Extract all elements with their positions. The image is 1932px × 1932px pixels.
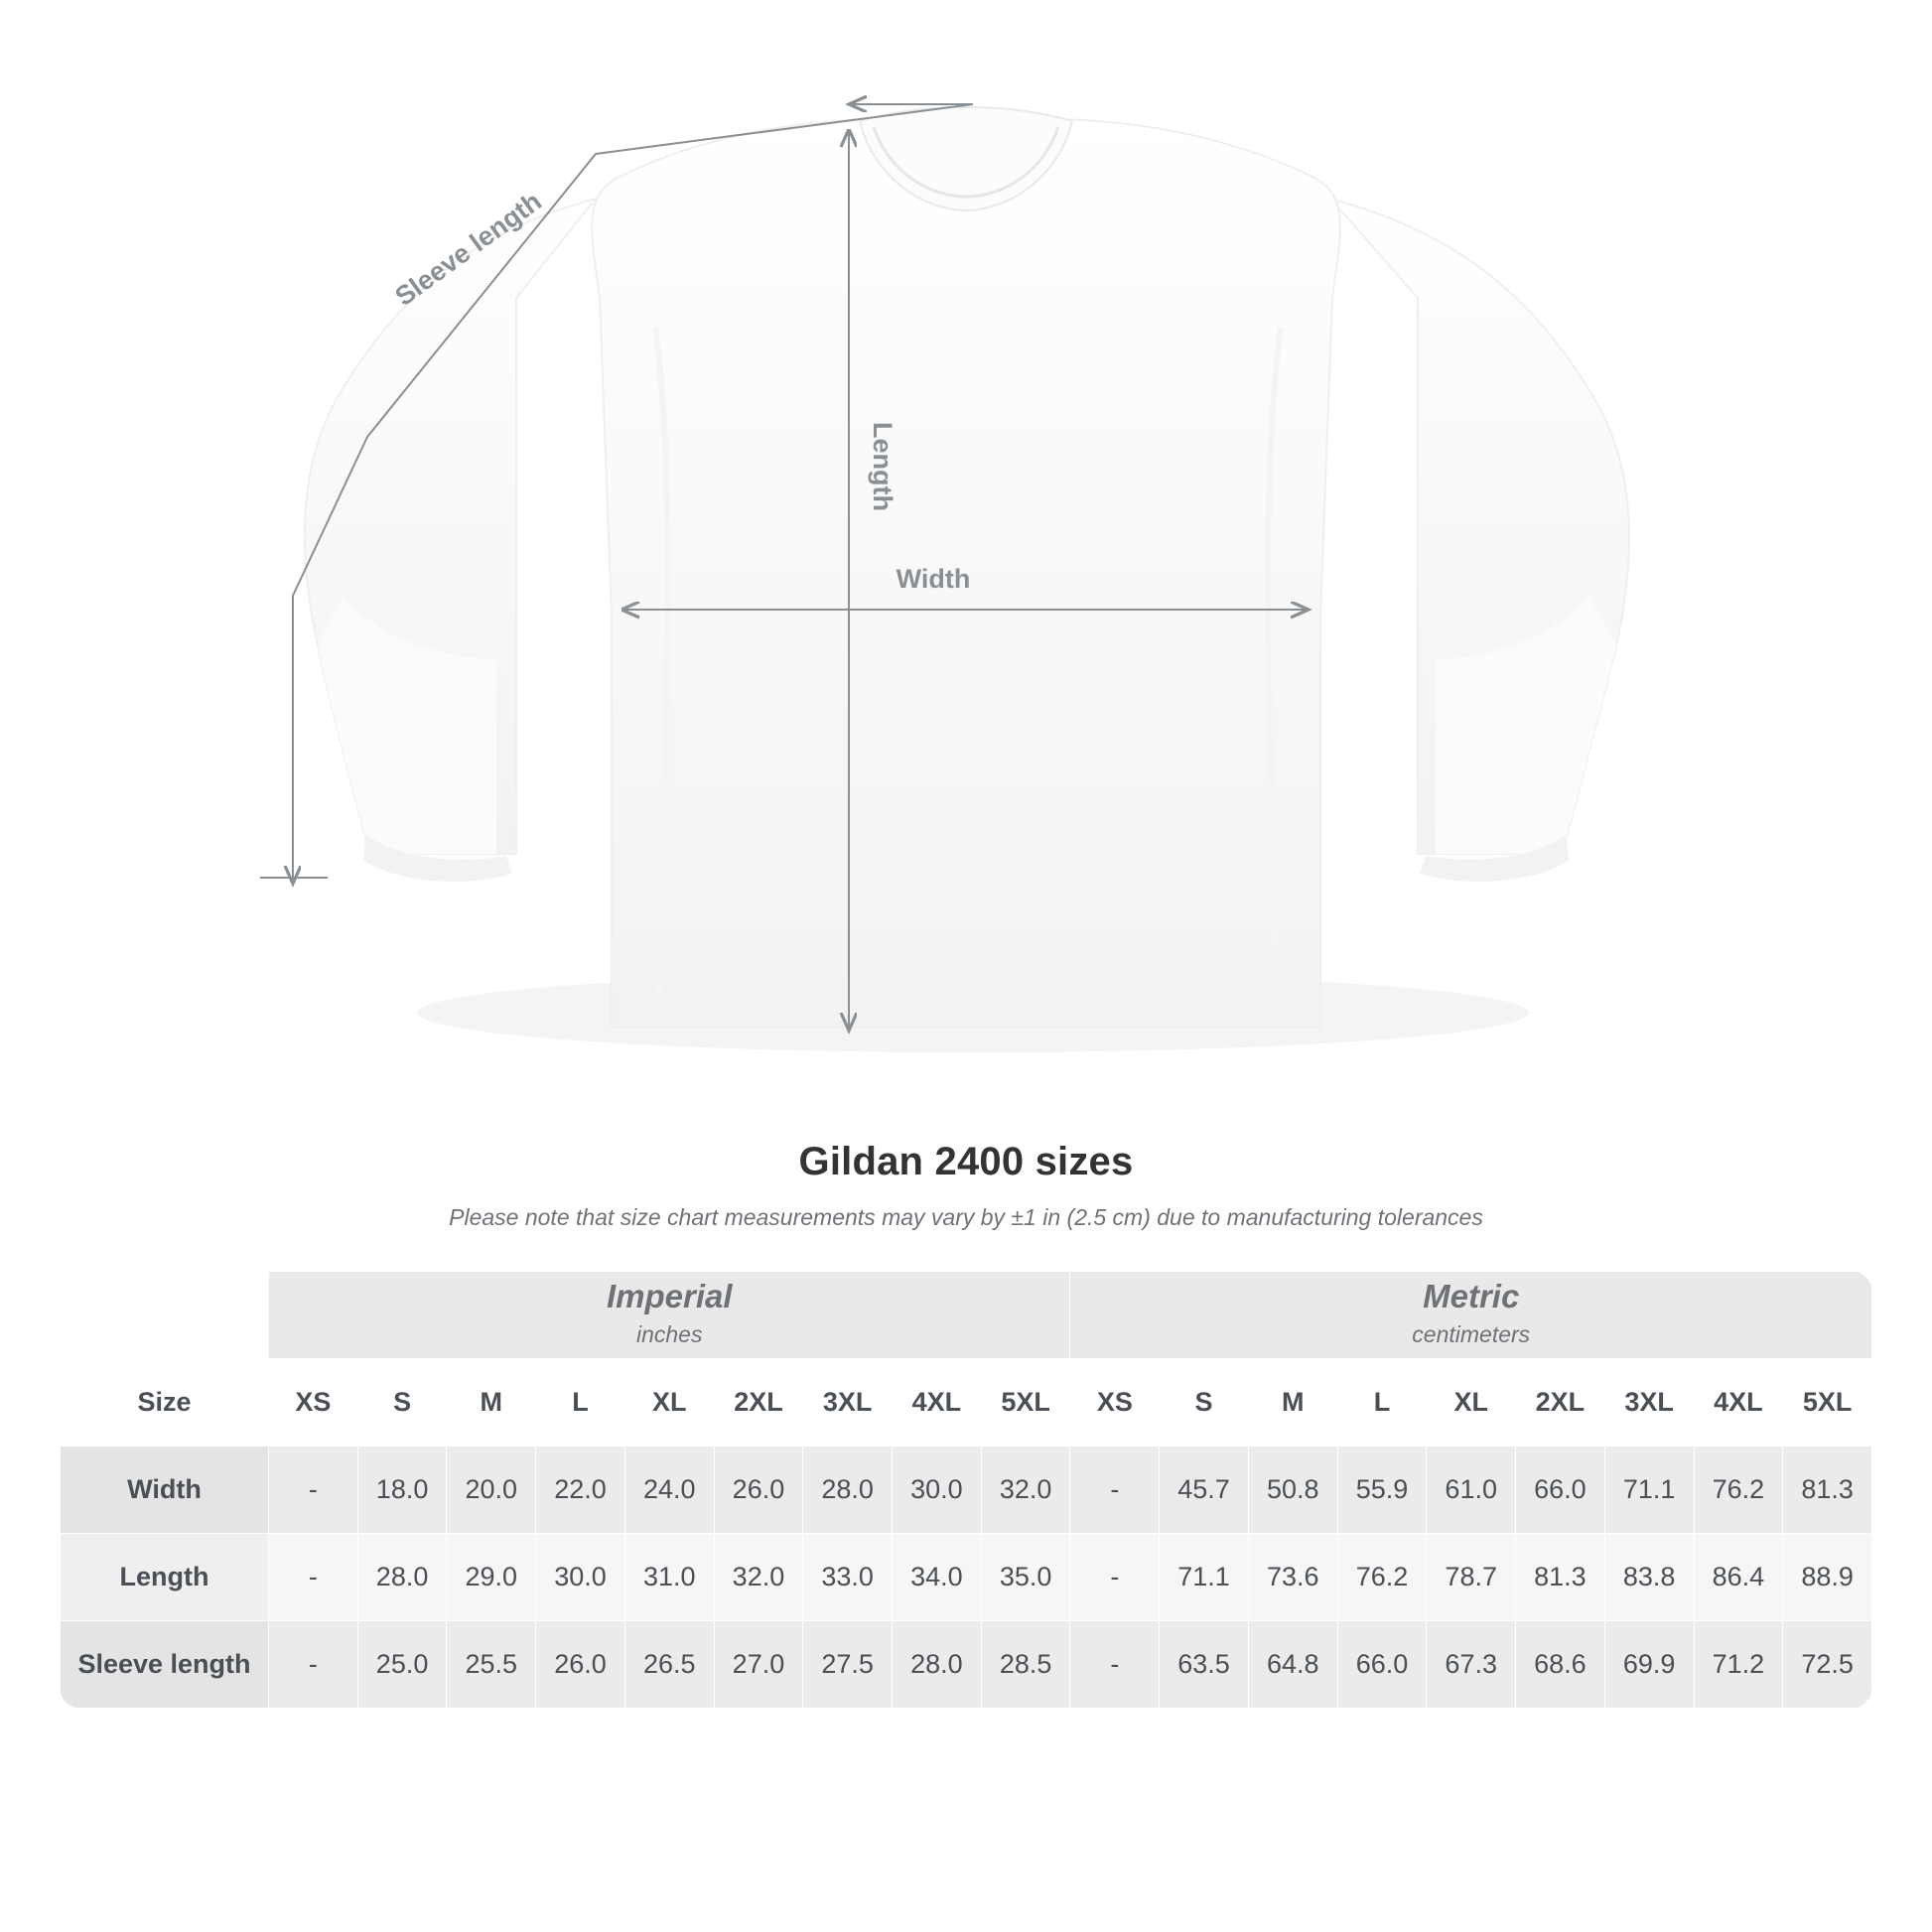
- cell-length-cm-xs: -: [1070, 1534, 1160, 1621]
- cell-width-cm-xl: 61.0: [1427, 1447, 1516, 1534]
- cell-sleeve-in-xl: 26.5: [624, 1621, 714, 1709]
- label-width: Width: [896, 564, 971, 594]
- cell-length-cm-m: 73.6: [1248, 1534, 1337, 1621]
- header-size-imperial-3xl: 3XL: [803, 1359, 893, 1447]
- cell-sleeve-cm-4xl: 71.2: [1694, 1621, 1783, 1709]
- header-size-imperial-xs: XS: [269, 1359, 358, 1447]
- label-length: Length: [868, 422, 897, 511]
- cell-length-in-3xl: 33.0: [803, 1534, 893, 1621]
- cell-length-in-l: 30.0: [536, 1534, 625, 1621]
- cell-sleeve-cm-5xl: 72.5: [1783, 1621, 1872, 1709]
- header-size-metric-l: L: [1337, 1359, 1427, 1447]
- cell-length-in-xs: -: [269, 1534, 358, 1621]
- table-corner: [61, 1272, 269, 1359]
- cell-width-in-xl: 24.0: [624, 1447, 714, 1534]
- cell-length-cm-3xl: 83.8: [1604, 1534, 1694, 1621]
- cell-sleeve-cm-l: 66.0: [1337, 1621, 1427, 1709]
- header-size-imperial-5xl: 5XL: [981, 1359, 1070, 1447]
- cell-width-cm-5xl: 81.3: [1783, 1447, 1872, 1534]
- cell-width-cm-2xl: 66.0: [1516, 1447, 1605, 1534]
- header-size-imperial-2xl: 2XL: [714, 1359, 803, 1447]
- cell-length-cm-4xl: 86.4: [1694, 1534, 1783, 1621]
- row-label-length: Length: [61, 1534, 269, 1621]
- cell-length-cm-l: 76.2: [1337, 1534, 1427, 1621]
- size-header-row: [61, 1359, 1872, 1447]
- cell-sleeve-cm-xs: -: [1070, 1621, 1160, 1709]
- cell-length-cm-5xl: 88.9: [1783, 1534, 1872, 1621]
- cell-sleeve-cm-s: 63.5: [1160, 1621, 1249, 1709]
- unit-sub-metric: centimeters: [1412, 1320, 1531, 1347]
- size-table: [60, 1271, 1872, 1709]
- cell-width-cm-s: 45.7: [1160, 1447, 1249, 1534]
- cell-sleeve-cm-2xl: 68.6: [1516, 1621, 1605, 1709]
- cell-length-in-2xl: 32.0: [714, 1534, 803, 1621]
- header-size-imperial-xl: XL: [624, 1359, 714, 1447]
- cell-width-in-4xl: 30.0: [893, 1447, 982, 1534]
- cell-width-in-2xl: 26.0: [714, 1447, 803, 1534]
- cell-sleeve-in-l: 26.0: [536, 1621, 625, 1709]
- cell-width-cm-3xl: 71.1: [1604, 1447, 1694, 1534]
- unit-sub-imperial: inches: [635, 1320, 703, 1347]
- cell-length-cm-xl: 78.7: [1427, 1534, 1516, 1621]
- header-size-metric-xl: XL: [1427, 1359, 1516, 1447]
- unit-header-metric: [1070, 1272, 1872, 1359]
- cell-sleeve-in-4xl: 28.0: [893, 1621, 982, 1709]
- cell-length-in-5xl: 35.0: [981, 1534, 1070, 1621]
- unit-name-metric: Metric: [1423, 1278, 1520, 1315]
- size-table-wrapper: [60, 1271, 1872, 1709]
- cell-width-in-5xl: 32.0: [981, 1447, 1070, 1534]
- cell-sleeve-cm-xl: 67.3: [1427, 1621, 1516, 1709]
- table-row: [61, 1447, 1872, 1534]
- cell-width-in-l: 22.0: [536, 1447, 625, 1534]
- table-row: [61, 1621, 1872, 1709]
- cell-length-cm-2xl: 81.3: [1516, 1534, 1605, 1621]
- cell-width-in-m: 20.0: [447, 1447, 536, 1534]
- cell-width-in-xs: -: [269, 1447, 358, 1534]
- header-size: Size: [61, 1359, 269, 1447]
- cell-sleeve-in-m: 25.5: [447, 1621, 536, 1709]
- unit-header-imperial: [269, 1272, 1070, 1359]
- header-size-metric-3xl: 3XL: [1604, 1359, 1694, 1447]
- cell-sleeve-in-3xl: 27.5: [803, 1621, 893, 1709]
- cell-sleeve-cm-m: 64.8: [1248, 1621, 1337, 1709]
- cell-width-cm-l: 55.9: [1337, 1447, 1427, 1534]
- header-size-metric-5xl: 5XL: [1783, 1359, 1872, 1447]
- header-size-metric-2xl: 2XL: [1516, 1359, 1605, 1447]
- header-size-metric-4xl: 4XL: [1694, 1359, 1783, 1447]
- cell-sleeve-in-s: 25.0: [357, 1621, 447, 1709]
- page-title: Gildan 2400 sizes: [798, 1140, 1134, 1183]
- cell-width-cm-4xl: 76.2: [1694, 1447, 1783, 1534]
- cell-length-cm-s: 71.1: [1160, 1534, 1249, 1621]
- cell-width-in-s: 18.0: [357, 1447, 447, 1534]
- cell-length-in-s: 28.0: [357, 1534, 447, 1621]
- cell-sleeve-cm-3xl: 69.9: [1604, 1621, 1694, 1709]
- title-block: [0, 1140, 1932, 1231]
- cell-sleeve-in-xs: -: [269, 1621, 358, 1709]
- header-size-metric-m: M: [1248, 1359, 1337, 1447]
- label-sleeve-length: Sleeve length: [389, 186, 547, 313]
- table-row: [61, 1534, 1872, 1621]
- header-size-imperial-4xl: 4XL: [893, 1359, 982, 1447]
- cell-length-in-m: 29.0: [447, 1534, 536, 1621]
- row-label-width: Width: [61, 1447, 269, 1534]
- cell-length-in-4xl: 34.0: [893, 1534, 982, 1621]
- tolerance-note: Please note that size chart measurements may vary by ±1 in (2.5 cm) due to manufacturing tolerances: [449, 1204, 1483, 1230]
- unit-name-imperial: Imperial: [606, 1278, 733, 1315]
- cell-width-cm-xs: -: [1070, 1447, 1160, 1534]
- cell-sleeve-in-5xl: 28.5: [981, 1621, 1070, 1709]
- header-size-metric-s: S: [1160, 1359, 1249, 1447]
- unit-header-row: [61, 1272, 1872, 1359]
- cell-length-in-xl: 31.0: [624, 1534, 714, 1621]
- header-size-imperial-l: L: [536, 1359, 625, 1447]
- header-size-metric-xs: XS: [1070, 1359, 1160, 1447]
- cell-width-in-3xl: 28.0: [803, 1447, 893, 1534]
- cell-sleeve-in-2xl: 27.0: [714, 1621, 803, 1709]
- header-size-imperial-m: M: [447, 1359, 536, 1447]
- row-label-sleeve-length: Sleeve length: [61, 1621, 269, 1709]
- cell-width-cm-m: 50.8: [1248, 1447, 1337, 1534]
- header-size-imperial-s: S: [357, 1359, 447, 1447]
